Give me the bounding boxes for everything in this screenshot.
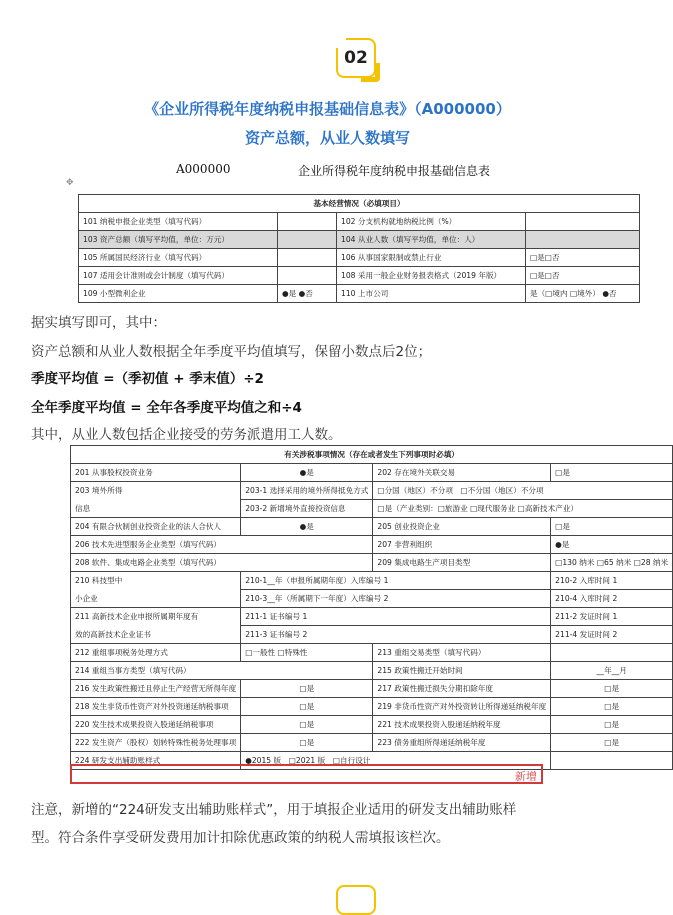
- table-cell: 205 创业投资企业: [373, 518, 551, 536]
- table-cell: ●是 ●否: [278, 285, 337, 303]
- table-cell: 219 非货币性资产对外投资转让所得递延纳税年度: [373, 698, 551, 716]
- table-cell: □是: [241, 680, 373, 698]
- form-code: A000000: [176, 162, 231, 176]
- table-row: [71, 554, 673, 572]
- table-cell: ●是: [551, 536, 673, 554]
- table-cell: 208 软件、集成电路企业类型（填写代码）: [71, 554, 373, 572]
- table-row: [71, 734, 673, 752]
- table-row: [71, 536, 673, 554]
- formula-annual-average: 全年季度平均值 = 全年各季度平均值之和÷4: [31, 400, 302, 416]
- paragraph: 据实填写即可，其中：: [31, 315, 166, 331]
- next-section-badge: [336, 885, 376, 915]
- table-cell: 210-2 入库时间 1: [551, 572, 673, 590]
- table-row: [71, 572, 673, 590]
- table-cell: 是（□境内 □境外） ●否: [526, 285, 640, 303]
- table-cell: 224 研发支出辅助账样式: [71, 752, 241, 770]
- table-cell: □是: [551, 698, 673, 716]
- table-cell: 212 重组事项税务处理方式: [71, 644, 241, 662]
- basic-info-form-image: [66, 152, 642, 305]
- table-cell: 206 技术先进型服务企业类型（填写代码）: [71, 536, 373, 554]
- paragraph: 资产总额和从业人数根据全年季度平均值填写，保留小数点后2位；: [31, 344, 432, 360]
- table-header: 基本经营情况（必填项目）: [79, 195, 640, 213]
- table-cell: 223 债务重组所得递延纳税年度: [373, 734, 551, 752]
- table-cell: 221 技术成果投资入股递延纳税年度: [373, 716, 551, 734]
- table-cell: 106 从事国家限制或禁止行业: [337, 249, 526, 267]
- table-cell: ●2015 版 □2021 版 □自行设计: [241, 752, 551, 770]
- table-cell: [278, 213, 337, 231]
- table-row: [79, 267, 640, 285]
- table-row: [79, 231, 640, 249]
- table-cell: ●是: [241, 464, 373, 482]
- table-cell: ●是: [241, 518, 373, 536]
- table-cell: 222 发生资产（股权）划转特殊性税务处理事项: [71, 734, 241, 752]
- table-cell: 小企业: [71, 590, 241, 608]
- table-cell: [551, 644, 673, 662]
- table-row: [71, 464, 673, 482]
- table-cell: 204 有限合伙制创业投资企业的法人合伙人: [71, 518, 241, 536]
- table-cell: [551, 752, 673, 770]
- table-cell: [526, 213, 640, 231]
- table-row: [71, 500, 673, 518]
- table-cell: □是: [241, 734, 373, 752]
- table-cell: □是: [551, 716, 673, 734]
- table-cell: □分国（地区）不分项 □不分国（地区）不分项: [373, 482, 673, 500]
- formula-quarter-average: 季度平均值 =（季初值 + 季末值）÷2: [31, 371, 264, 387]
- paragraph: 其中，从业人数包括企业接受的劳务派遣用工人数。: [31, 427, 342, 443]
- table-cell: 210 科技型中: [71, 572, 241, 590]
- table-cell: 218 发生非货币性资产对外投资递延纳税事项: [71, 698, 241, 716]
- table-cell: □是: [551, 464, 673, 482]
- paragraph: 型。符合条件享受研发费用加计扣除优惠政策的纳税人需填报该栏次。: [31, 830, 450, 846]
- table-cell: 213 重组交易类型（填写代码）: [373, 644, 551, 662]
- table-cell: 203-2 新增境外直接投资信息: [241, 500, 373, 518]
- table-cell: 201 从事股权投资业务: [71, 464, 241, 482]
- table-cell: 102 分支机构就地纳税比例（%）: [337, 213, 526, 231]
- table-cell: 105 所属国民经济行业（填写代码）: [79, 249, 278, 267]
- basic-info-table: [78, 194, 640, 303]
- table-cell: 107 适用会计准则或会计制度（填写代码）: [79, 267, 278, 285]
- table-cell: □是□否: [526, 267, 640, 285]
- table-cell: 110 上市公司: [337, 285, 526, 303]
- table-cell: __年__月: [551, 662, 673, 680]
- section-number: 02: [344, 48, 368, 68]
- table-row: [71, 518, 673, 536]
- table-cell: 209 集成电路生产项目类型: [373, 554, 551, 572]
- table-cell: 211-4 发证时间 2: [551, 626, 673, 644]
- table-cell: 效的高新技术企业证书: [71, 626, 241, 644]
- table-cell: 202 存在境外关联交易: [373, 464, 551, 482]
- table-cell: [526, 231, 640, 249]
- table-cell: 215 政策性搬迁开始时间: [373, 662, 551, 680]
- subheadline: 资产总额，从业人数填写: [244, 129, 410, 147]
- table-cell: 203-1 选择采用的境外所得抵免方式: [241, 482, 373, 500]
- new-item-highlight-box: [70, 764, 543, 784]
- table-cell: 信息: [71, 500, 241, 518]
- table-cell: 210-4 入库时间 2: [551, 590, 673, 608]
- table-cell: 216 发生政策性搬迁且停止生产经营无所得年度: [71, 680, 241, 698]
- table-cell: 109 小型微利企业: [79, 285, 278, 303]
- table-cell: □是□否: [526, 249, 640, 267]
- table-cell: 210-1__年（申报所属期年度）入库编号 1: [241, 572, 551, 590]
- table-cell: □是: [551, 518, 673, 536]
- table-row: [71, 662, 673, 680]
- table-cell: 211-3 证书编号 2: [241, 626, 551, 644]
- table-cell: 211-2 发证时间 1: [551, 608, 673, 626]
- table-cell: 104 从业人数（填写平均值，单位：人）: [337, 231, 526, 249]
- table-cell: □是: [241, 698, 373, 716]
- section-number-badge: [336, 38, 376, 78]
- table-row: [71, 626, 673, 644]
- table-cell: □是: [551, 734, 673, 752]
- table-cell: 101 纳税申报企业类型（填写代码）: [79, 213, 278, 231]
- table-cell: 214 重组当事方类型（填写代码）: [71, 662, 373, 680]
- table-cell: □是（产业类别：□旅游业 □现代服务业 □高新技术产业）: [373, 500, 673, 518]
- table-cell: □是: [551, 680, 673, 698]
- form-name: 企业所得税年度纳税申报基础信息表: [298, 164, 491, 178]
- table-cell: 103 资产总额（填写平均值，单位：万元）: [79, 231, 278, 249]
- headline: 《企业所得税年度纳税申报基础信息表》（A000000）: [144, 100, 511, 118]
- table-row: [79, 249, 640, 267]
- table-cell: [278, 231, 337, 249]
- table-row: [79, 285, 640, 303]
- table-row: [71, 644, 673, 662]
- table-row: [71, 590, 673, 608]
- table-cell: 217 政策性搬迁损失分期扣除年度: [373, 680, 551, 698]
- table-row: [71, 698, 673, 716]
- table-cell: [278, 267, 337, 285]
- paragraph: 注意，新增的“224研发支出辅助账样式”，用于填报企业适用的研发支出辅助账样: [31, 802, 517, 818]
- table-row: [71, 482, 673, 500]
- table-cell: 211-1 证书编号 1: [241, 608, 551, 626]
- table-cell: 203 境外所得: [71, 482, 241, 500]
- table-cell: 220 发生技术成果投资入股递延纳税事项: [71, 716, 241, 734]
- table-row: [71, 680, 673, 698]
- table-cell: 210-3__年（所属期下一年度）入库编号 2: [241, 590, 551, 608]
- new-label: 新增: [515, 770, 537, 783]
- table-row: [71, 716, 673, 734]
- table-row: [71, 608, 673, 626]
- table-cell: 207 非营利组织: [373, 536, 551, 554]
- table-cell: □130 纳米 □65 纳米 □28 纳米: [551, 554, 673, 572]
- move-handle-icon: ✥: [66, 178, 74, 188]
- table-row: [79, 213, 640, 231]
- table-cell: 108 采用一般企业财务报表格式（2019 年版）: [337, 267, 526, 285]
- table-cell: □是: [241, 716, 373, 734]
- table-cell: [278, 249, 337, 267]
- table-header: 有关涉税事项情况（存在或者发生下列事项时必填）: [71, 446, 673, 464]
- tax-matters-table: [70, 445, 673, 770]
- table-cell: □一般性 □特殊性: [241, 644, 373, 662]
- table-cell: 211 高新技术企业申报所属期年度有: [71, 608, 241, 626]
